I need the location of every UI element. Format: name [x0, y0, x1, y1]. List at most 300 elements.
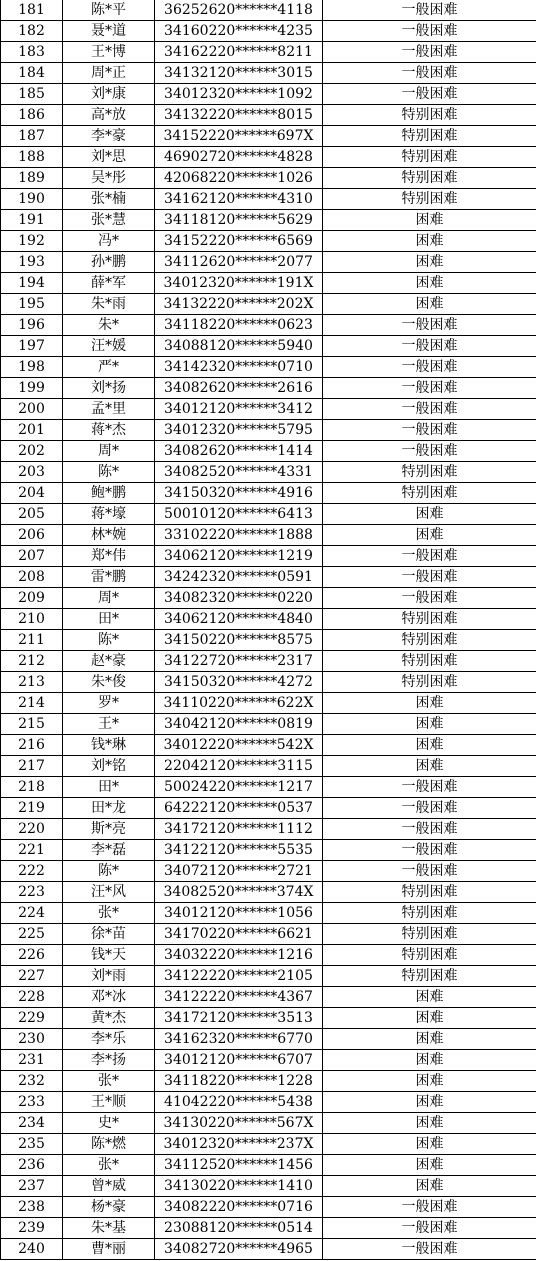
name-cell: 汪*媛: [63, 336, 155, 357]
row-number-cell: 234: [1, 1113, 63, 1134]
row-number-cell: 196: [1, 315, 63, 336]
difficulty-level-cell: 一般困难: [323, 378, 536, 399]
difficulty-level-cell: 困难: [323, 273, 536, 294]
id-number-cell: 33102220******1888: [155, 525, 323, 546]
table-row: [1, 1197, 536, 1218]
row-number-cell: 202: [1, 441, 63, 462]
difficulty-level-cell: 特别困难: [323, 672, 536, 693]
id-number-cell: 41042220******5438: [155, 1092, 323, 1113]
table-row: [1, 399, 536, 420]
difficulty-level-cell: 困难: [323, 1008, 536, 1029]
table-row: [1, 945, 536, 966]
id-number-cell: 34150320******4916: [155, 483, 323, 504]
difficulty-level-cell: 困难: [323, 210, 536, 231]
row-number-cell: 193: [1, 252, 63, 273]
id-number-cell: 34012120******6707: [155, 1050, 323, 1071]
id-number-cell: 34132220******8015: [155, 105, 323, 126]
name-cell: 田*: [63, 609, 155, 630]
row-number-cell: 215: [1, 714, 63, 735]
name-cell: 周*正: [63, 63, 155, 84]
row-number-cell: 207: [1, 546, 63, 567]
name-cell: 孟*里: [63, 399, 155, 420]
id-number-cell: 34172120******1112: [155, 819, 323, 840]
row-number-cell: 227: [1, 966, 63, 987]
id-number-cell: 34122220******2105: [155, 966, 323, 987]
id-number-cell: 34118220******0623: [155, 315, 323, 336]
name-cell: 聂*道: [63, 21, 155, 42]
name-cell: 张*楠: [63, 189, 155, 210]
table-row: [1, 1050, 536, 1071]
name-cell: 郑*伟: [63, 546, 155, 567]
row-number-cell: 212: [1, 651, 63, 672]
difficulty-level-cell: 困难: [323, 231, 536, 252]
difficulty-level-cell: 一般困难: [323, 0, 536, 21]
table-row: [1, 189, 536, 210]
name-cell: 王*: [63, 714, 155, 735]
row-number-cell: 218: [1, 777, 63, 798]
table-row: [1, 903, 536, 924]
difficulty-level-cell: 困难: [323, 756, 536, 777]
row-number-cell: 199: [1, 378, 63, 399]
row-number-cell: 194: [1, 273, 63, 294]
name-cell: 周*: [63, 588, 155, 609]
id-number-cell: 34130220******1410: [155, 1176, 323, 1197]
table-row: [1, 525, 536, 546]
difficulty-level-cell: 一般困难: [323, 315, 536, 336]
difficulty-level-cell: 特别困难: [323, 483, 536, 504]
table-row: [1, 546, 536, 567]
name-cell: 薛*军: [63, 273, 155, 294]
row-number-cell: 238: [1, 1197, 63, 1218]
table-row: [1, 567, 536, 588]
row-number-cell: 204: [1, 483, 63, 504]
table-row: [1, 609, 536, 630]
difficulty-level-cell: 一般困难: [323, 1239, 536, 1260]
difficulty-level-cell: 困难: [323, 1092, 536, 1113]
table-body: [1, 0, 536, 1260]
id-number-cell: 50010120******6413: [155, 504, 323, 525]
row-number-cell: 230: [1, 1029, 63, 1050]
row-number-cell: 232: [1, 1071, 63, 1092]
table-row: [1, 462, 536, 483]
table-row: [1, 147, 536, 168]
id-number-cell: 34062120******4840: [155, 609, 323, 630]
row-number-cell: 235: [1, 1134, 63, 1155]
difficulty-level-cell: 一般困难: [323, 546, 536, 567]
name-cell: 刘*雨: [63, 966, 155, 987]
table-row: [1, 483, 536, 504]
table-row: [1, 168, 536, 189]
table-row: [1, 1176, 536, 1197]
row-number-cell: 203: [1, 462, 63, 483]
id-number-cell: 34082720******4965: [155, 1239, 323, 1260]
id-number-cell: 34242320******0591: [155, 567, 323, 588]
table-row: [1, 756, 536, 777]
name-cell: 张*: [63, 903, 155, 924]
table-row: [1, 420, 536, 441]
difficulty-level-cell: 一般困难: [323, 399, 536, 420]
name-cell: 曾*威: [63, 1176, 155, 1197]
name-cell: 朱*基: [63, 1218, 155, 1239]
row-number-cell: 217: [1, 756, 63, 777]
id-number-cell: 64222120******0537: [155, 798, 323, 819]
name-cell: 张*: [63, 1071, 155, 1092]
table-row: [1, 63, 536, 84]
name-cell: 李*豪: [63, 126, 155, 147]
id-number-cell: 34132120******3015: [155, 63, 323, 84]
row-number-cell: 189: [1, 168, 63, 189]
id-number-cell: 34162120******4310: [155, 189, 323, 210]
table-row: [1, 336, 536, 357]
name-cell: 刘*思: [63, 147, 155, 168]
name-cell: 朱*: [63, 315, 155, 336]
name-cell: 朱*俊: [63, 672, 155, 693]
table-row: [1, 840, 536, 861]
id-number-cell: 34062120******1219: [155, 546, 323, 567]
name-cell: 吴*彤: [63, 168, 155, 189]
id-number-cell: 34082620******2616: [155, 378, 323, 399]
difficulty-level-cell: 一般困难: [323, 777, 536, 798]
difficulty-level-cell: 特别困难: [323, 924, 536, 945]
row-number-cell: 213: [1, 672, 63, 693]
table-row: [1, 714, 536, 735]
table-row: [1, 357, 536, 378]
id-number-cell: 34032220******1216: [155, 945, 323, 966]
name-cell: 罗*: [63, 693, 155, 714]
difficulty-level-cell: 困难: [323, 1050, 536, 1071]
id-number-cell: 34072120******2721: [155, 861, 323, 882]
table-row: [1, 1239, 536, 1260]
name-cell: 孙*鹏: [63, 252, 155, 273]
row-number-cell: 214: [1, 693, 63, 714]
table-row: [1, 819, 536, 840]
difficulty-level-cell: 特别困难: [323, 147, 536, 168]
row-number-cell: 223: [1, 882, 63, 903]
difficulty-level-cell: 一般困难: [323, 63, 536, 84]
row-number-cell: 221: [1, 840, 63, 861]
difficulty-level-cell: 特别困难: [323, 126, 536, 147]
id-number-cell: 34142320******0710: [155, 357, 323, 378]
difficulty-level-cell: 困难: [323, 1071, 536, 1092]
id-number-cell: 34012320******237X: [155, 1134, 323, 1155]
difficulty-level-cell: 特别困难: [323, 882, 536, 903]
table-row: [1, 378, 536, 399]
name-cell: 李*扬: [63, 1050, 155, 1071]
name-cell: 朱*雨: [63, 294, 155, 315]
name-cell: 李*磊: [63, 840, 155, 861]
id-number-cell: 34122120******5535: [155, 840, 323, 861]
row-number-cell: 186: [1, 105, 63, 126]
id-number-cell: 34088120******5940: [155, 336, 323, 357]
difficulty-level-cell: 一般困难: [323, 420, 536, 441]
row-number-cell: 191: [1, 210, 63, 231]
table-row: [1, 882, 536, 903]
id-number-cell: 34150220******8575: [155, 630, 323, 651]
row-number-cell: 208: [1, 567, 63, 588]
difficulty-level-cell: 困难: [323, 1155, 536, 1176]
id-number-cell: 34012220******542X: [155, 735, 323, 756]
id-number-cell: 34012320******1092: [155, 84, 323, 105]
row-number-cell: 188: [1, 147, 63, 168]
table-row: [1, 861, 536, 882]
row-number-cell: 200: [1, 399, 63, 420]
row-number-cell: 187: [1, 126, 63, 147]
id-number-cell: 34160220******4235: [155, 21, 323, 42]
table-row: [1, 210, 536, 231]
difficulty-level-cell: 困难: [323, 693, 536, 714]
id-number-cell: 34118220******1228: [155, 1071, 323, 1092]
table-row: [1, 924, 536, 945]
row-number-cell: 220: [1, 819, 63, 840]
name-cell: 周*: [63, 441, 155, 462]
table-row: [1, 1008, 536, 1029]
name-cell: 陈*燃: [63, 1134, 155, 1155]
difficulty-level-cell: 困难: [323, 252, 536, 273]
id-number-cell: 34112520******1456: [155, 1155, 323, 1176]
name-cell: 田*龙: [63, 798, 155, 819]
row-number-cell: 222: [1, 861, 63, 882]
table-row: [1, 0, 536, 21]
table-row: [1, 21, 536, 42]
id-number-cell: 34112620******2077: [155, 252, 323, 273]
name-cell: 陈*: [63, 630, 155, 651]
row-number-cell: 237: [1, 1176, 63, 1197]
row-number-cell: 225: [1, 924, 63, 945]
name-cell: 杨*豪: [63, 1197, 155, 1218]
name-cell: 刘*扬: [63, 378, 155, 399]
name-cell: 李*乐: [63, 1029, 155, 1050]
name-cell: 高*放: [63, 105, 155, 126]
name-cell: 曹*丽: [63, 1239, 155, 1260]
difficulty-level-cell: 一般困难: [323, 42, 536, 63]
name-cell: 黄*杰: [63, 1008, 155, 1029]
row-number-cell: 190: [1, 189, 63, 210]
row-number-cell: 226: [1, 945, 63, 966]
table-row: [1, 693, 536, 714]
difficulty-level-cell: 困难: [323, 294, 536, 315]
difficulty-level-cell: 困难: [323, 525, 536, 546]
row-number-cell: 195: [1, 294, 63, 315]
difficulty-level-cell: 特别困难: [323, 903, 536, 924]
row-number-cell: 182: [1, 21, 63, 42]
name-cell: 严*: [63, 357, 155, 378]
table-row: [1, 42, 536, 63]
name-cell: 刘*铭: [63, 756, 155, 777]
name-cell: 雷*鹏: [63, 567, 155, 588]
id-number-cell: 34042120******0819: [155, 714, 323, 735]
name-cell: 汪*风: [63, 882, 155, 903]
difficulty-level-cell: 一般困难: [323, 1218, 536, 1239]
difficulty-level-cell: 特别困难: [323, 630, 536, 651]
name-cell: 钱*天: [63, 945, 155, 966]
difficulty-level-cell: 一般困难: [323, 840, 536, 861]
difficulty-level-cell: 特别困难: [323, 609, 536, 630]
table-row: [1, 252, 536, 273]
table-row: [1, 1218, 536, 1239]
difficulty-level-cell: 困难: [323, 1134, 536, 1155]
row-number-cell: 185: [1, 84, 63, 105]
difficulty-level-cell: 一般困难: [323, 84, 536, 105]
id-number-cell: 34082520******4331: [155, 462, 323, 483]
id-number-cell: 34122720******2317: [155, 651, 323, 672]
id-number-cell: 34082320******0220: [155, 588, 323, 609]
difficulty-level-cell: 特别困难: [323, 168, 536, 189]
name-cell: 赵*豪: [63, 651, 155, 672]
table-row: [1, 84, 536, 105]
difficulty-level-cell: 特别困难: [323, 966, 536, 987]
table-row: [1, 735, 536, 756]
table-row: [1, 1029, 536, 1050]
table-row: [1, 504, 536, 525]
table-row: [1, 588, 536, 609]
id-number-cell: 34082520******374X: [155, 882, 323, 903]
table-row: [1, 1113, 536, 1134]
id-number-cell: 23088120******0514: [155, 1218, 323, 1239]
difficulty-level-cell: 困难: [323, 1113, 536, 1134]
difficulty-level-cell: 一般困难: [323, 21, 536, 42]
row-number-cell: 206: [1, 525, 63, 546]
id-number-cell: 34162320******6770: [155, 1029, 323, 1050]
row-number-cell: 210: [1, 609, 63, 630]
name-cell: 斯*亮: [63, 819, 155, 840]
table-row: [1, 651, 536, 672]
table-row: [1, 630, 536, 651]
difficulty-level-cell: 困难: [323, 1176, 536, 1197]
id-number-cell: 34118120******5629: [155, 210, 323, 231]
name-cell: 邓*冰: [63, 987, 155, 1008]
row-number-cell: 181: [1, 0, 63, 21]
name-cell: 徐*苗: [63, 924, 155, 945]
difficulty-level-cell: 一般困难: [323, 1197, 536, 1218]
name-cell: 冯*: [63, 231, 155, 252]
row-number-cell: 228: [1, 987, 63, 1008]
name-cell: 王*顺: [63, 1092, 155, 1113]
row-number-cell: 216: [1, 735, 63, 756]
table-row: [1, 1134, 536, 1155]
row-number-cell: 219: [1, 798, 63, 819]
difficulty-level-cell: 一般困难: [323, 588, 536, 609]
row-number-cell: 197: [1, 336, 63, 357]
name-cell: 陈*平: [63, 0, 155, 21]
table-row: [1, 1155, 536, 1176]
difficulty-level-cell: 一般困难: [323, 357, 536, 378]
difficulty-level-cell: 一般困难: [323, 861, 536, 882]
row-number-cell: 184: [1, 63, 63, 84]
id-number-cell: 34012120******3412: [155, 399, 323, 420]
difficulty-level-cell: 一般困难: [323, 798, 536, 819]
row-number-cell: 205: [1, 504, 63, 525]
id-number-cell: 34152220******697X: [155, 126, 323, 147]
row-number-cell: 236: [1, 1155, 63, 1176]
id-number-cell: 34082620******1414: [155, 441, 323, 462]
table-row: [1, 441, 536, 462]
row-number-cell: 211: [1, 630, 63, 651]
row-number-cell: 233: [1, 1092, 63, 1113]
table-row: [1, 105, 536, 126]
name-cell: 王*博: [63, 42, 155, 63]
id-number-cell: 34152220******6569: [155, 231, 323, 252]
difficulty-level-cell: 一般困难: [323, 441, 536, 462]
difficulty-level-cell: 困难: [323, 504, 536, 525]
id-number-cell: 34130220******567X: [155, 1113, 323, 1134]
difficulty-level-cell: 特别困难: [323, 462, 536, 483]
row-number-cell: 198: [1, 357, 63, 378]
id-number-cell: 22042120******3115: [155, 756, 323, 777]
difficulty-level-cell: 特别困难: [323, 945, 536, 966]
table-row: [1, 273, 536, 294]
row-number-cell: 209: [1, 588, 63, 609]
id-number-cell: 34012320******191X: [155, 273, 323, 294]
name-cell: 刘*康: [63, 84, 155, 105]
table-row: [1, 777, 536, 798]
table-row: [1, 672, 536, 693]
id-number-cell: 34150320******4272: [155, 672, 323, 693]
name-cell: 钱*琳: [63, 735, 155, 756]
name-cell: 陈*: [63, 462, 155, 483]
row-number-cell: 183: [1, 42, 63, 63]
name-cell: 陈*: [63, 861, 155, 882]
table-row: [1, 231, 536, 252]
table-row: [1, 966, 536, 987]
name-cell: 田*: [63, 777, 155, 798]
id-number-cell: 34170220******6621: [155, 924, 323, 945]
table-row: [1, 987, 536, 1008]
name-cell: 林*婉: [63, 525, 155, 546]
id-number-cell: 34132220******202X: [155, 294, 323, 315]
row-number-cell: 239: [1, 1218, 63, 1239]
difficulty-level-cell: 一般困难: [323, 819, 536, 840]
row-number-cell: 231: [1, 1050, 63, 1071]
id-number-cell: 34122220******4367: [155, 987, 323, 1008]
row-number-cell: 192: [1, 231, 63, 252]
table-row: [1, 294, 536, 315]
difficulty-level-cell: 困难: [323, 1029, 536, 1050]
row-number-cell: 240: [1, 1239, 63, 1260]
name-cell: 张*慧: [63, 210, 155, 231]
table-row: [1, 315, 536, 336]
table-row: [1, 126, 536, 147]
difficulty-level-cell: 困难: [323, 735, 536, 756]
id-number-cell: 34012320******5795: [155, 420, 323, 441]
difficulty-level-cell: 困难: [323, 987, 536, 1008]
id-number-cell: 42068220******1026: [155, 168, 323, 189]
difficulty-level-cell: 一般困难: [323, 336, 536, 357]
id-number-cell: 34172120******3513: [155, 1008, 323, 1029]
difficulty-level-cell: 特别困难: [323, 189, 536, 210]
table-row: [1, 1071, 536, 1092]
difficulty-level-cell: 特别困难: [323, 105, 536, 126]
id-number-cell: 36252620******4118: [155, 0, 323, 21]
name-cell: 张*: [63, 1155, 155, 1176]
id-number-cell: 46902720******4828: [155, 147, 323, 168]
id-number-cell: 34110220******622X: [155, 693, 323, 714]
name-cell: 蒋*壕: [63, 504, 155, 525]
id-number-cell: 34162220******8211: [155, 42, 323, 63]
difficulty-level-cell: 一般困难: [323, 567, 536, 588]
id-number-cell: 34012120******1056: [155, 903, 323, 924]
id-number-cell: 50024220******1217: [155, 777, 323, 798]
name-cell: 蒋*杰: [63, 420, 155, 441]
name-cell: 鲍*鹏: [63, 483, 155, 504]
table-row: [1, 1092, 536, 1113]
row-number-cell: 229: [1, 1008, 63, 1029]
row-number-cell: 201: [1, 420, 63, 441]
table-row: [1, 798, 536, 819]
difficulty-level-cell: 特别困难: [323, 651, 536, 672]
id-number-cell: 34082220******0716: [155, 1197, 323, 1218]
name-cell: 史*: [63, 1113, 155, 1134]
row-number-cell: 224: [1, 903, 63, 924]
